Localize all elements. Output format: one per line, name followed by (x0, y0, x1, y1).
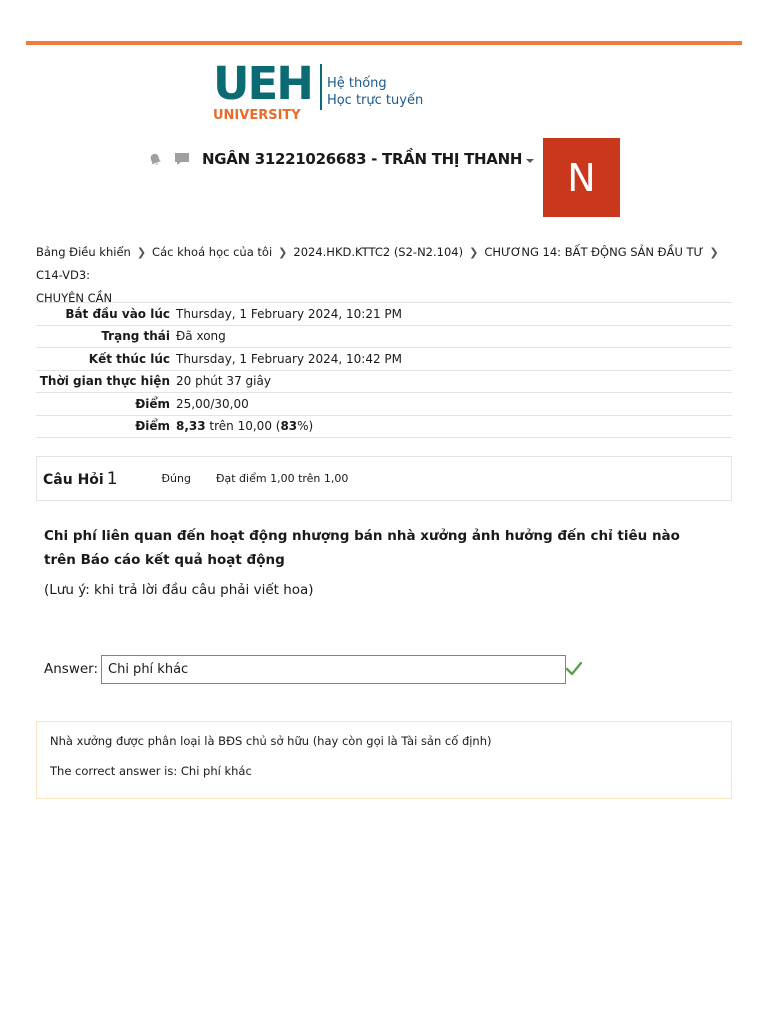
logo-university-text: UNIVERSITY (213, 108, 301, 123)
caret-down-icon[interactable] (526, 159, 534, 163)
attempt-summary-table (36, 302, 732, 438)
answer-input[interactable]: Chi phí khác (101, 655, 566, 684)
summary-value-marks: 25,00/30,00 (176, 396, 249, 411)
logo-subtitle (327, 75, 423, 109)
table-row (36, 393, 732, 416)
summary-value-completed: Thursday, 1 February 2024, 10:42 PM (176, 351, 403, 366)
logo-subtitle-line2: Học trực tuyến (326, 93, 424, 108)
grade-percent-suffix: %) (297, 419, 314, 434)
breadcrumb-separator-icon: ❯ (709, 246, 719, 259)
question-info-box (36, 456, 732, 501)
breadcrumb-item-course[interactable]: 2024.HKD.KTTC2 (S2-N2.104) (293, 245, 464, 259)
table-row (36, 303, 732, 326)
table-row (36, 325, 732, 348)
breadcrumb (36, 241, 736, 310)
summary-value-time-taken: 20 phút 37 giây (176, 374, 271, 389)
general-feedback: Nhà xưởng được phân loại là BĐS chủ sở hữu (hay còn gọi là Tài sản cố định) (50, 734, 492, 748)
breadcrumb-item-dashboard[interactable]: Bảng Điều khiển (36, 245, 131, 259)
grade-score: 8,33 (176, 419, 206, 434)
breadcrumb-item-quiz[interactable] (36, 268, 112, 305)
site-logo[interactable] (213, 57, 424, 124)
right-answer: The correct answer is: Chi phí khác (50, 764, 252, 778)
question-number (43, 469, 118, 489)
logo-ueh-text: UEH (213, 57, 312, 110)
user-name[interactable]: NGÂN 31221026683 - TRẦN THỊ THANH (202, 150, 523, 168)
bell-icon[interactable] (148, 152, 162, 166)
question-grade: Đạt điểm 1,00 trên 1,00 (215, 472, 349, 485)
breadcrumb-item-my-courses[interactable]: Các khoá học của tôi (152, 245, 273, 259)
question-number-value: 1 (106, 468, 118, 489)
table-row (36, 370, 732, 393)
summary-label-started: Bắt đầu vào lúc (65, 306, 170, 321)
question-text: Chi phí liên quan đến hoạt động nhượng bán nhà xưởng ảnh hưởng đến chỉ tiêu nào trên Báo cáo kết quả hoạt động (44, 528, 680, 568)
logo-subtitle-line1: Hệ thống (326, 76, 387, 91)
feedback-box (36, 721, 732, 799)
table-row (36, 348, 732, 371)
avatar[interactable]: N (543, 138, 620, 217)
summary-value-started: Thursday, 1 February 2024, 10:21 PM (176, 306, 403, 321)
summary-label-state: Trạng thái (101, 329, 170, 344)
answer-label: Answer: (44, 661, 99, 677)
correct-check-icon (566, 661, 582, 677)
summary-value-grade (176, 415, 732, 438)
question-label: Câu Hỏi (43, 471, 104, 488)
table-row (36, 415, 732, 438)
breadcrumb-quiz-part1: C14-VD3: (36, 268, 91, 282)
breadcrumb-quiz-part2: CHUYÊN CẦN (36, 291, 113, 305)
summary-value-state: Đã xong (176, 329, 226, 344)
grade-percent: 83 (280, 419, 298, 434)
grade-out-of: trên 10,00 ( (205, 419, 281, 434)
logo-wordmark (213, 57, 312, 124)
summary-label-grade: Điểm (135, 419, 170, 434)
top-accent-rule (26, 41, 742, 45)
breadcrumb-separator-icon: ❯ (278, 246, 288, 259)
summary-label-time-taken: Thời gian thực hiện (39, 374, 170, 389)
breadcrumb-separator-icon: ❯ (136, 246, 147, 259)
question-note: (Lưu ý: khi trả lời đầu câu phải viết hoa) (44, 582, 314, 598)
breadcrumb-item-chapter[interactable]: CHƯƠNG 14: BẤT ĐỘNG SẢN ĐẦU TƯ (484, 245, 704, 259)
summary-label-marks: Điểm (135, 396, 170, 411)
user-menu (148, 146, 534, 172)
chat-icon[interactable] (174, 152, 190, 166)
question-state: Đúng (161, 472, 191, 485)
logo-divider (320, 64, 322, 110)
summary-label-completed: Kết thúc lúc (88, 351, 170, 366)
breadcrumb-separator-icon: ❯ (469, 246, 479, 259)
